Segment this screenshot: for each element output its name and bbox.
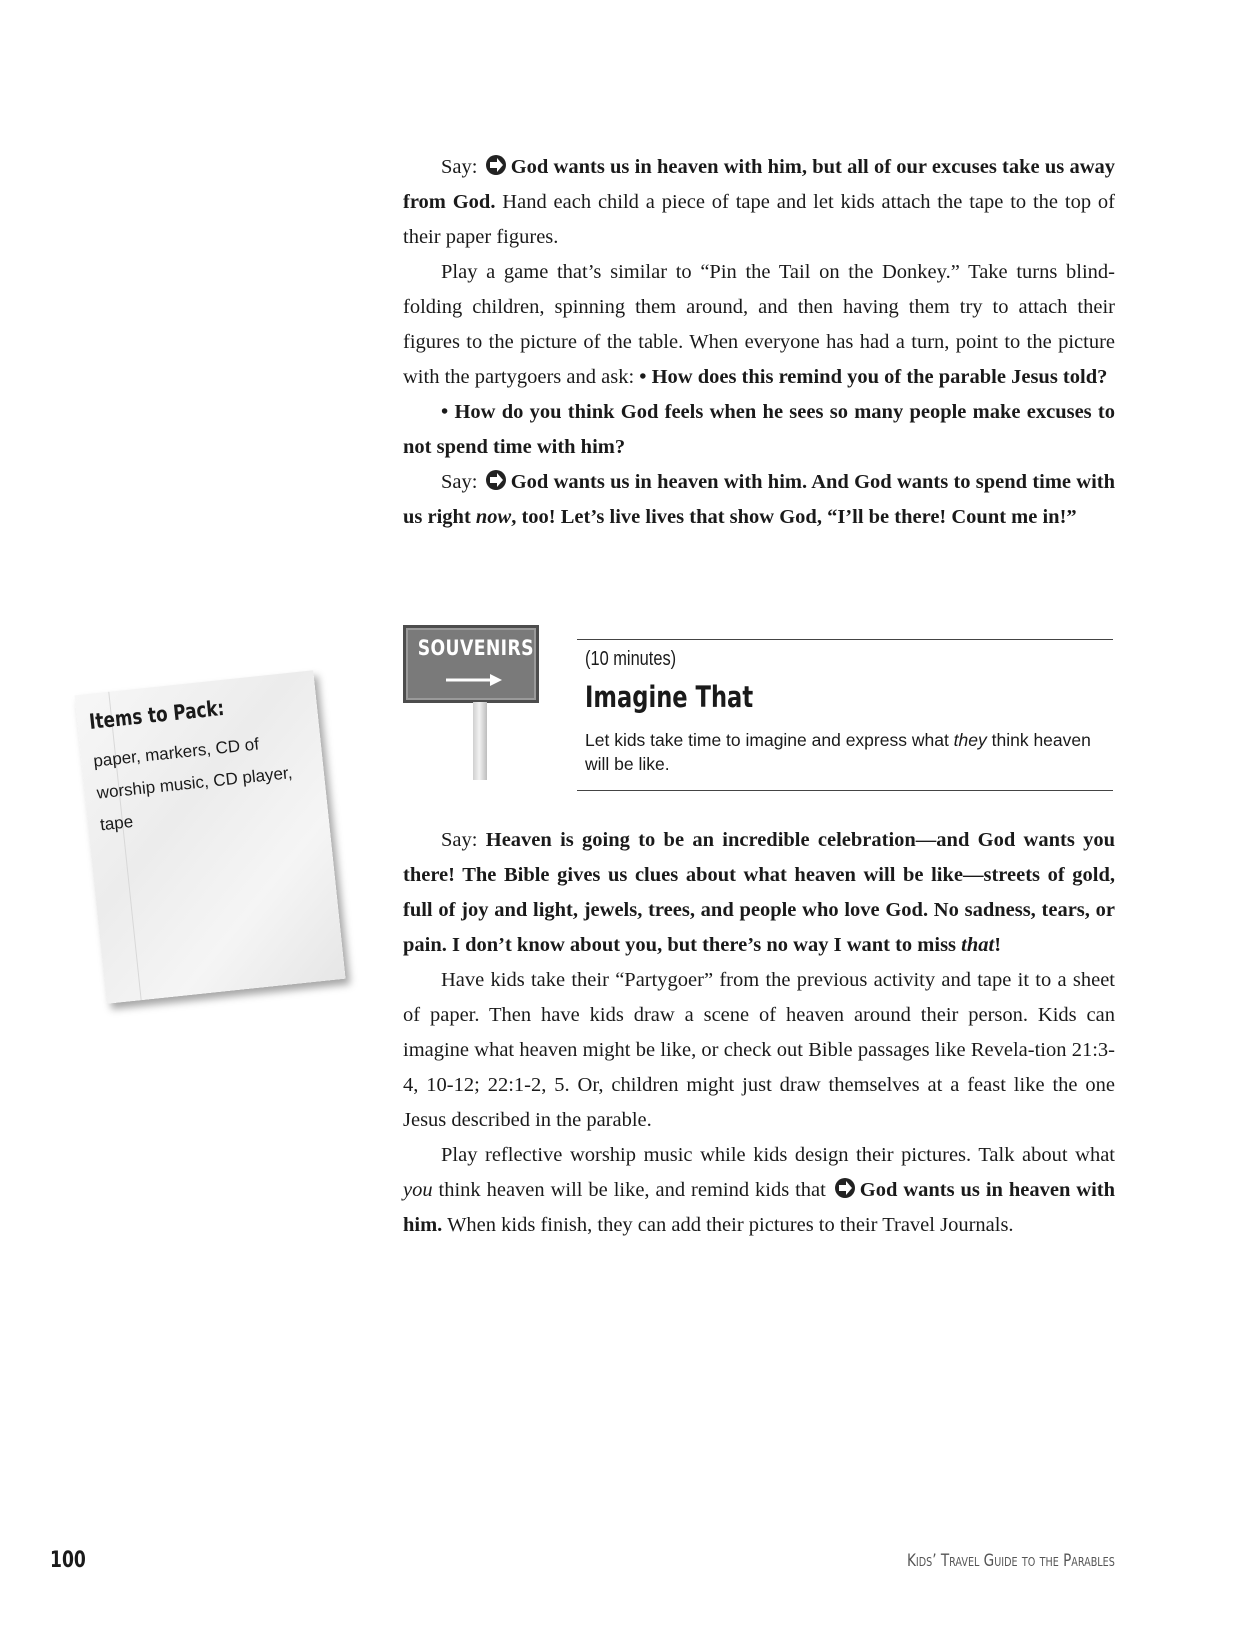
paragraph: Play reflective worship music while kids design their pictures. Talk about what you think heaven will be like, and remind kids that God wants us in heaven with him. When kids finish, they can add their pictures to their Travel Journals. <box>403 1144 1116 1236</box>
note-title: Items to Pack: <box>88 695 226 734</box>
items-to-pack-note <box>74 670 345 1003</box>
paragraph: Have kids take their “Partygoer” from the previous activity and tape it to a sheet of paper. Then have kids draw a scene of heaven around their person. Kids can imagine what heaven might be like, or check out Bible passages like Revela-tion 21:3-4, 10-12; 22:1-2, 5. Or, children might just draw themselves at a feast like the one Jesus described in the parable. <box>403 969 1115 1131</box>
activity-header <box>577 639 1113 791</box>
activity-description: Let kids take time to imagine and express what they think heaven will be like. <box>585 730 1091 774</box>
main-text-top <box>403 150 1115 535</box>
paragraph: Say: God wants us in heaven with him. And God wants to spend time with us right now, too! Let’s live lives that show God, “I’ll be there! Count me in!” <box>403 471 1115 528</box>
note-body: paper, markers, CD of worship music, CD player, tape <box>92 734 294 835</box>
paragraph: Say: Heaven is going to be an incredible celebration—and God wants you there! The Bible gives us clues about what heaven will be like—streets of gold, full of joy and light, jewels, trees, and people who love God. No sadness, tears, or pain. I don’t know about you, but there’s no way I want to miss that! <box>403 829 1115 956</box>
activity-time: (10 minutes) <box>585 648 677 670</box>
paragraph: Say: God wants us in heaven with him, but all of our excuses take us away from God. Hand each child a piece of tape and let kids attach the tape to the top of their paper figures. <box>403 156 1116 248</box>
sign-post <box>473 702 487 780</box>
point-arrow-icon <box>834 1177 856 1199</box>
point-arrow-icon <box>485 469 507 491</box>
page-number: 100 <box>50 1548 86 1573</box>
activity-title: Imagine That <box>585 680 754 714</box>
main-text-bottom <box>403 823 1115 1243</box>
paragraph: Play a game that’s similar to “Pin the Tail on the Donkey.” Take turns blind-folding children, spinning them around, and then having them try to attach their figures to the picture of the table. When everyone has had a turn, point to the picture with the partygoers and ask: • How does this remind you of the parable Jesus told? <box>403 261 1115 388</box>
sign-label: SOUVENIRS <box>417 636 534 660</box>
point-arrow-icon <box>485 154 507 176</box>
running-head: Kids’ Travel Guide to the Parables <box>907 1551 1115 1571</box>
souvenirs-sign <box>403 625 539 703</box>
paragraph: • How do you think God feels when he sees so many people make excuses to not spend time with him? <box>403 401 1115 458</box>
right-arrow-icon <box>406 670 536 690</box>
